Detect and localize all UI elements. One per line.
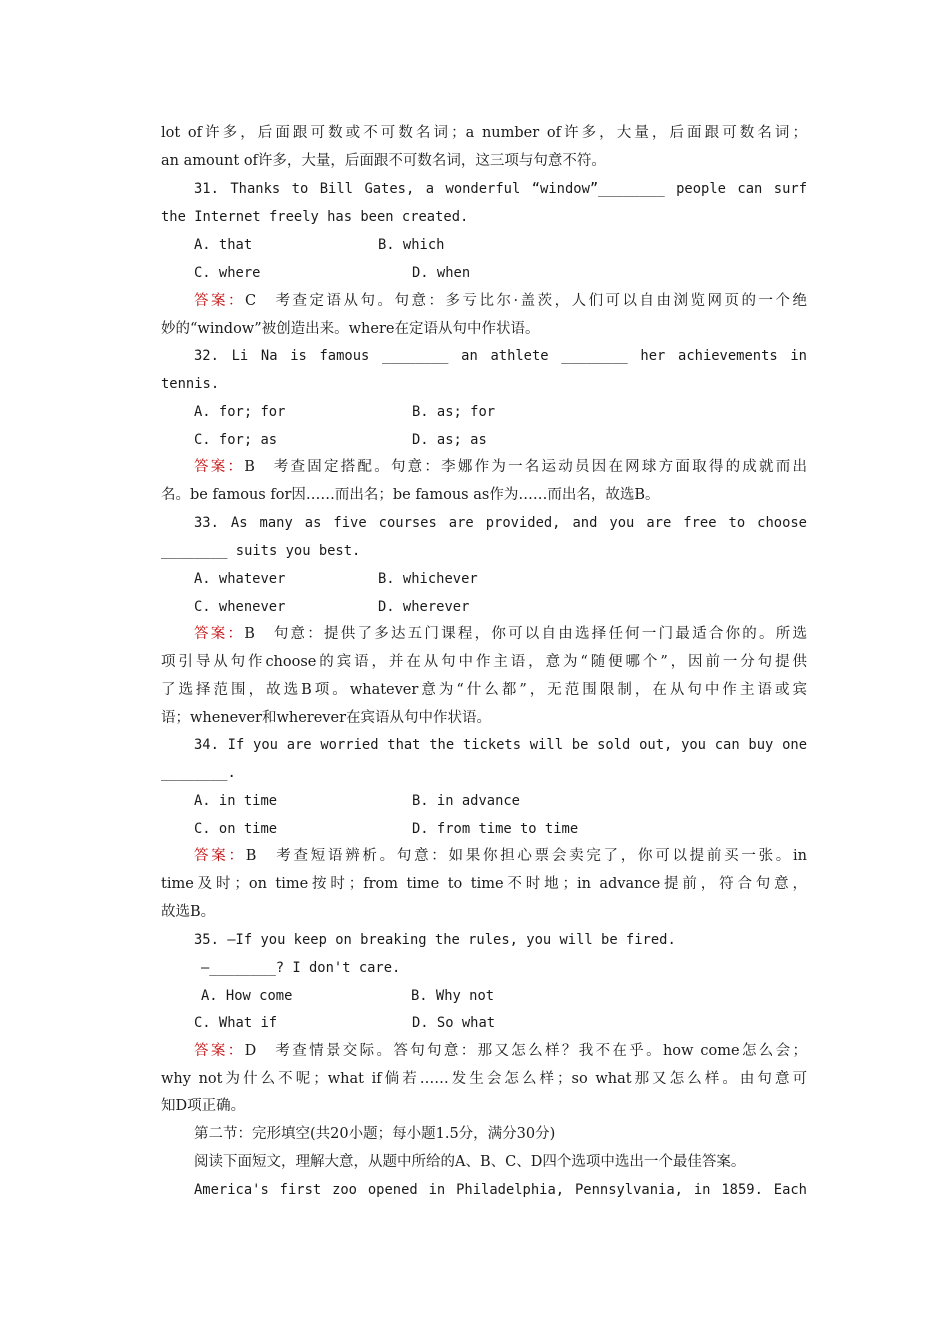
options-row	[194, 259, 807, 287]
options-row	[194, 565, 807, 593]
question-35: 35. —If you keep on breaking the rules, you will be fired.	[194, 932, 676, 948]
answer-35-cont: 知D项正确。	[161, 1098, 246, 1114]
answer-label: 答案：	[194, 1043, 245, 1059]
question-32: 32. Li Na is famous ________ an athlete ________ her achievements in	[194, 348, 807, 364]
answer-32	[194, 453, 807, 481]
question-31-cont: the Internet freely has been created.	[161, 209, 469, 225]
question-33: 33. As many as five courses are provided, and you are free to choose	[194, 515, 807, 531]
option-b: B. in advance	[412, 793, 520, 809]
options-row	[201, 982, 807, 1010]
options-row	[194, 593, 807, 621]
passage-line: America's first zoo opened in Philadelphia, Pennsylvania, in 1859. Each	[194, 1182, 807, 1198]
option-c: C. whenever	[194, 599, 286, 615]
answer-text: B 考查短语辨析。句意：如果你担心票会卖完了，你可以提前买一张。in	[245, 848, 807, 864]
answer-text: B 句意：提供了多达五门课程，你可以自由选择任何一门最适合你的。所选	[244, 626, 807, 642]
options-row	[194, 426, 807, 454]
option-b: B. whichever	[378, 571, 478, 587]
option-b: B. Why not	[411, 988, 495, 1004]
option-a: A. for; for	[194, 404, 286, 420]
explanation-line: lot of许多，后面跟可数或不可数名词；a number of许多，大量，后面跟可数名词；	[161, 125, 807, 141]
option-b: B. as; for	[412, 404, 496, 420]
answer-label: 答案：	[194, 848, 246, 864]
section-instructions: 阅读下面短文，理解大意，从题中所给的A、B、C、D四个选项中选出一个最佳答案。	[194, 1154, 746, 1170]
option-a: A. that	[194, 237, 253, 253]
answer-31	[194, 287, 807, 315]
question-33-cont: ________ suits you best.	[161, 543, 361, 559]
option-a: A. in time	[194, 793, 278, 809]
option-c: C. for; as	[194, 432, 278, 448]
option-d: D. from time to time	[412, 821, 579, 837]
question-35-reply: —________? I don't care.	[201, 960, 401, 976]
answer-33-cont: 项引导从句作choose的宾语，并在从句中作主语，意为“随便哪个”，因前一分句提供	[161, 654, 807, 670]
answer-31-cont: 妙的“window”被创造出来。where在定语从句中作状语。	[161, 321, 540, 337]
answer-33-cont: 了选择范围，故选B项。whatever意为“什么都”，无范围限制，在从句中作主语或宾	[161, 682, 807, 698]
options-row	[194, 398, 807, 426]
answer-33	[194, 620, 807, 648]
option-d: D. wherever	[378, 599, 470, 615]
answer-35	[194, 1037, 807, 1065]
option-c: C. where	[194, 265, 261, 281]
options-row	[194, 231, 807, 259]
option-a: A. How come	[201, 988, 293, 1004]
explanation-line: an amount of许多，大量，后面跟不可数名词，这三项与句意不符。	[161, 153, 606, 169]
question-31: 31. Thanks to Bill Gates, a wonderful “window”________ people can surf	[194, 181, 807, 197]
options-row	[194, 815, 807, 843]
answer-34-cont: time及时；on time按时；from time to time不时地；in advance提前，符合句意，	[161, 876, 807, 892]
option-d: D. when	[412, 265, 471, 281]
answer-label: 答案：	[194, 293, 245, 309]
answer-32-cont: 名。be famous for因……而出名；be famous as作为……而出名，故选B。	[161, 487, 660, 503]
answer-34-cont: 故选B。	[161, 904, 216, 920]
question-34-cont: ________.	[161, 765, 236, 781]
section-title: 第二节：完形填空(共20小题；每小题1.5分，满分30分)	[194, 1126, 556, 1142]
option-b: B. which	[378, 237, 445, 253]
answer-33-cont: 语；whenever和wherever在宾语从句中作状语。	[161, 710, 492, 726]
option-d: D. So what	[412, 1015, 496, 1031]
option-c: C. on time	[194, 821, 278, 837]
answer-label: 答案：	[194, 459, 245, 475]
option-d: D. as; as	[412, 432, 487, 448]
answer-35-cont: why not为什么不呢；what if倘若……发生会怎么样；so what那又怎么样。由句意可	[161, 1071, 807, 1087]
question-32-cont: tennis.	[161, 376, 220, 392]
answer-text: B 考查固定搭配。句意：李娜作为一名运动员因在网球方面取得的成就而出	[244, 459, 807, 475]
option-a: A. whatever	[194, 571, 286, 587]
options-row	[194, 1009, 807, 1037]
question-34: 34. If you are worried that the tickets will be sold out, you can buy one	[194, 737, 807, 753]
answer-34	[194, 842, 807, 870]
option-c: C. What if	[194, 1015, 278, 1031]
answer-text: C 考查定语从句。句意：多亏比尔·盖茨，人们可以自由浏览网页的一个绝	[244, 293, 807, 309]
options-row	[194, 787, 807, 815]
answer-label: 答案：	[194, 626, 245, 642]
answer-text: D 考查情景交际。答句句意：那又怎么样？我不在乎。how come怎么会；	[244, 1043, 807, 1059]
